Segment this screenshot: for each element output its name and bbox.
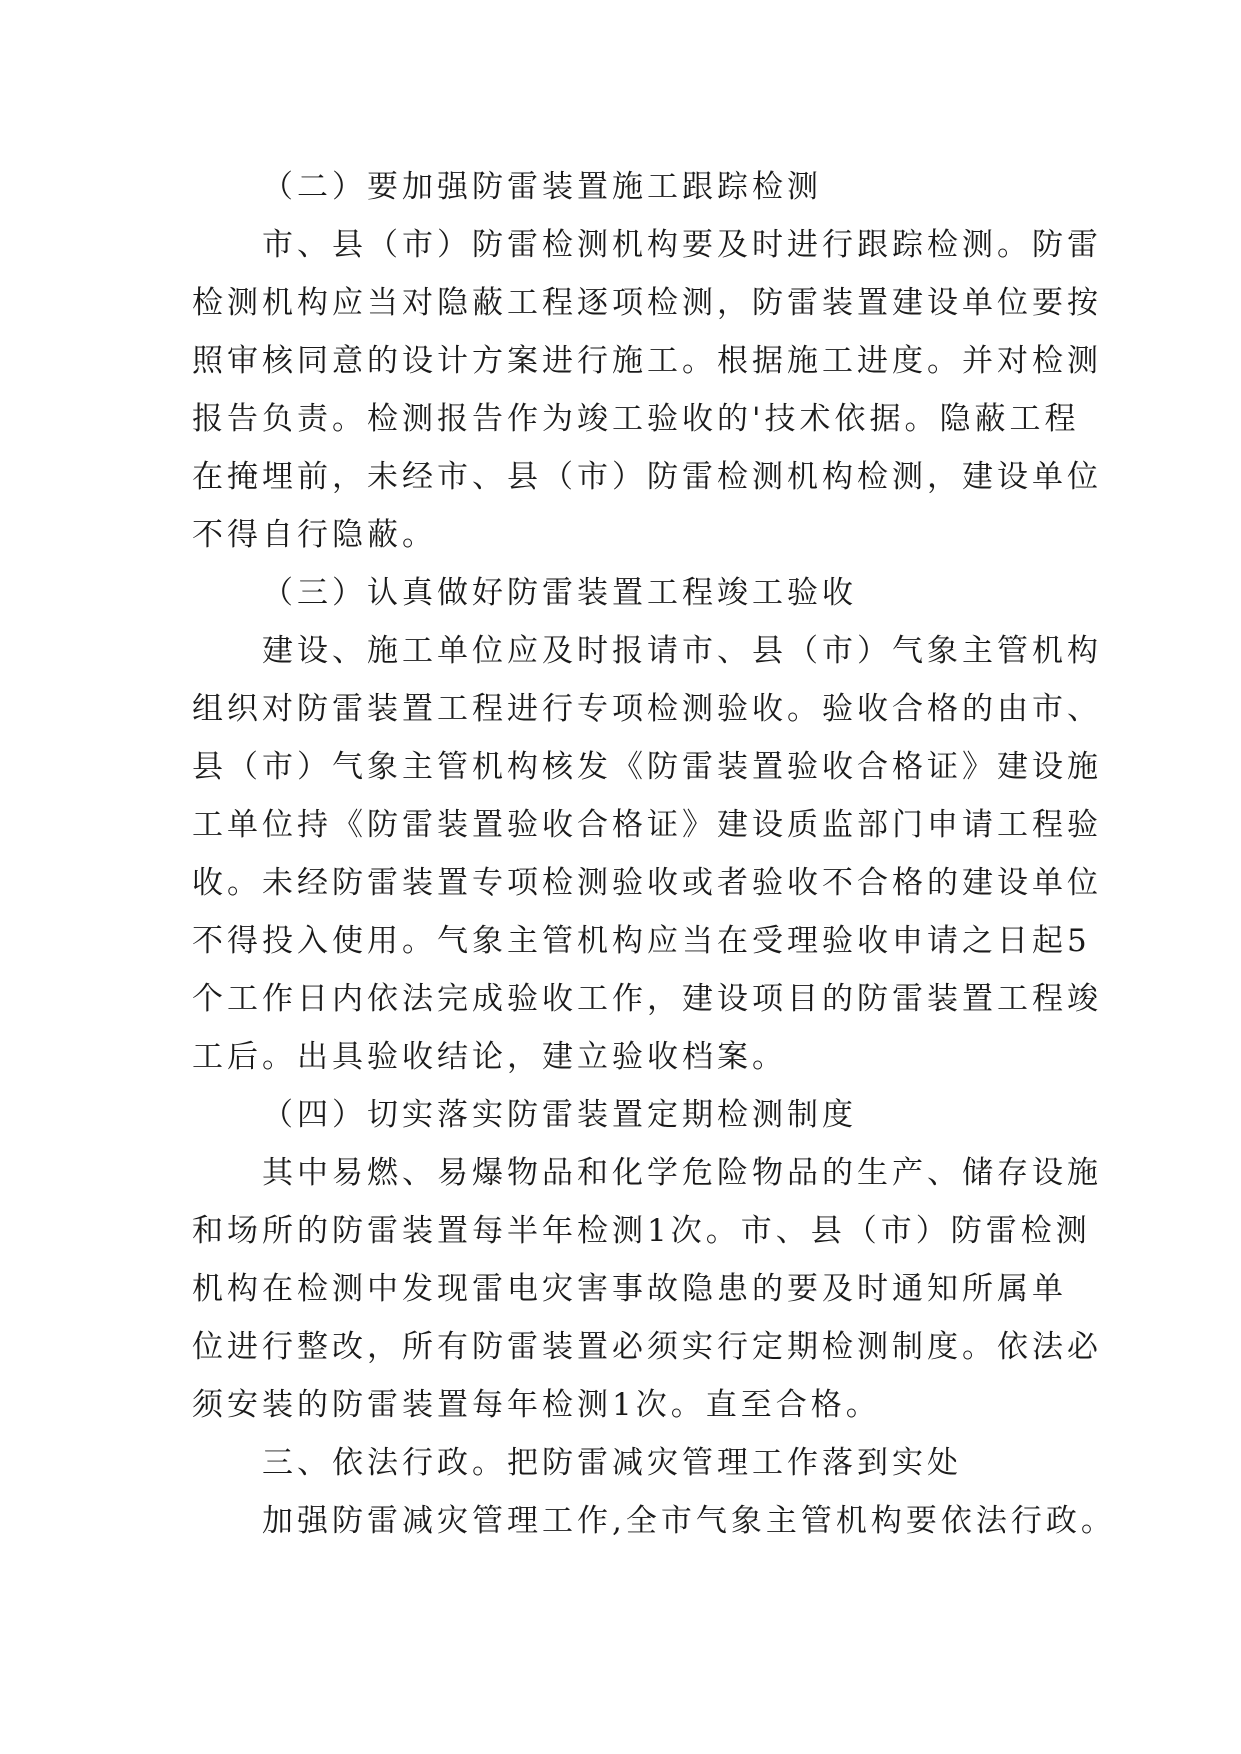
paragraph-line: 在掩埋前，未经市、县（市）防雷检测机构检测，建设单位 xyxy=(192,459,1102,495)
paragraph-line: 照审核同意的设计方案进行施工。根据施工进度。并对检测 xyxy=(192,343,1102,379)
paragraph-line: 不得投入使用。气象主管机构应当在受理验收申请之日起5 xyxy=(192,923,1091,959)
section-heading-main: 三、依法行政。把防雷减灾管理工作落到实处 xyxy=(262,1445,962,1481)
paragraph-line: 不得自行隐蔽。 xyxy=(192,517,437,553)
paragraph-line: 其中易燃、易爆物品和化学危险物品的生产、储存设施 xyxy=(262,1155,1102,1191)
paragraph-line: 位进行整改，所有防雷装置必须实行定期检测制度。依法必 xyxy=(192,1329,1102,1365)
paragraph-line: 市、县（市）防雷检测机构要及时进行跟踪检测。防雷 xyxy=(262,227,1102,263)
paragraph-line: 县（市）气象主管机构核发《防雷装置验收合格证》建设施 xyxy=(192,749,1102,785)
paragraph-line: 机构在检测中发现雷电灾害事故隐患的要及时通知所属单 xyxy=(192,1271,1067,1307)
section-heading-3: （三）认真做好防雷装置工程竣工验收 xyxy=(262,575,857,611)
paragraph-line: 建设、施工单位应及时报请市、县（市）气象主管机构 xyxy=(262,633,1102,669)
paragraph-line: 组织对防雷装置工程进行专项检测验收。验收合格的由市、 xyxy=(192,691,1102,727)
paragraph-line: 和场所的防雷装置每半年检测1次。市、县（市）防雷检测 xyxy=(192,1213,1091,1249)
paragraph-line: 个工作日内依法完成验收工作，建设项目的防雷装置工程竣 xyxy=(192,981,1102,1017)
paragraph-line: 工后。出具验收结论，建立验收档案。 xyxy=(192,1039,787,1075)
section-heading-2: （二）要加强防雷装置施工跟踪检测 xyxy=(262,169,822,205)
paragraph-line: 须安装的防雷装置每年检测1次。直至合格。 xyxy=(192,1387,881,1423)
paragraph-line: 工单位持《防雷装置验收合格证》建设质监部门申请工程验 xyxy=(192,807,1102,843)
document-body xyxy=(192,158,1116,1550)
paragraph-line: 检测机构应当对隐蔽工程逐项检测，防雷装置建设单位要按 xyxy=(192,285,1102,321)
paragraph-line: 收。未经防雷装置专项检测验收或者验收不合格的建设单位 xyxy=(192,865,1102,901)
paragraph-line: 报告负责。检测报告作为竣工验收的'技术依据。隐蔽工程 xyxy=(192,401,1080,437)
section-heading-4: （四）切实落实防雷装置定期检测制度 xyxy=(262,1097,857,1133)
paragraph-line: 加强防雷减灾管理工作,全市气象主管机构要依法行政。 xyxy=(262,1503,1116,1539)
